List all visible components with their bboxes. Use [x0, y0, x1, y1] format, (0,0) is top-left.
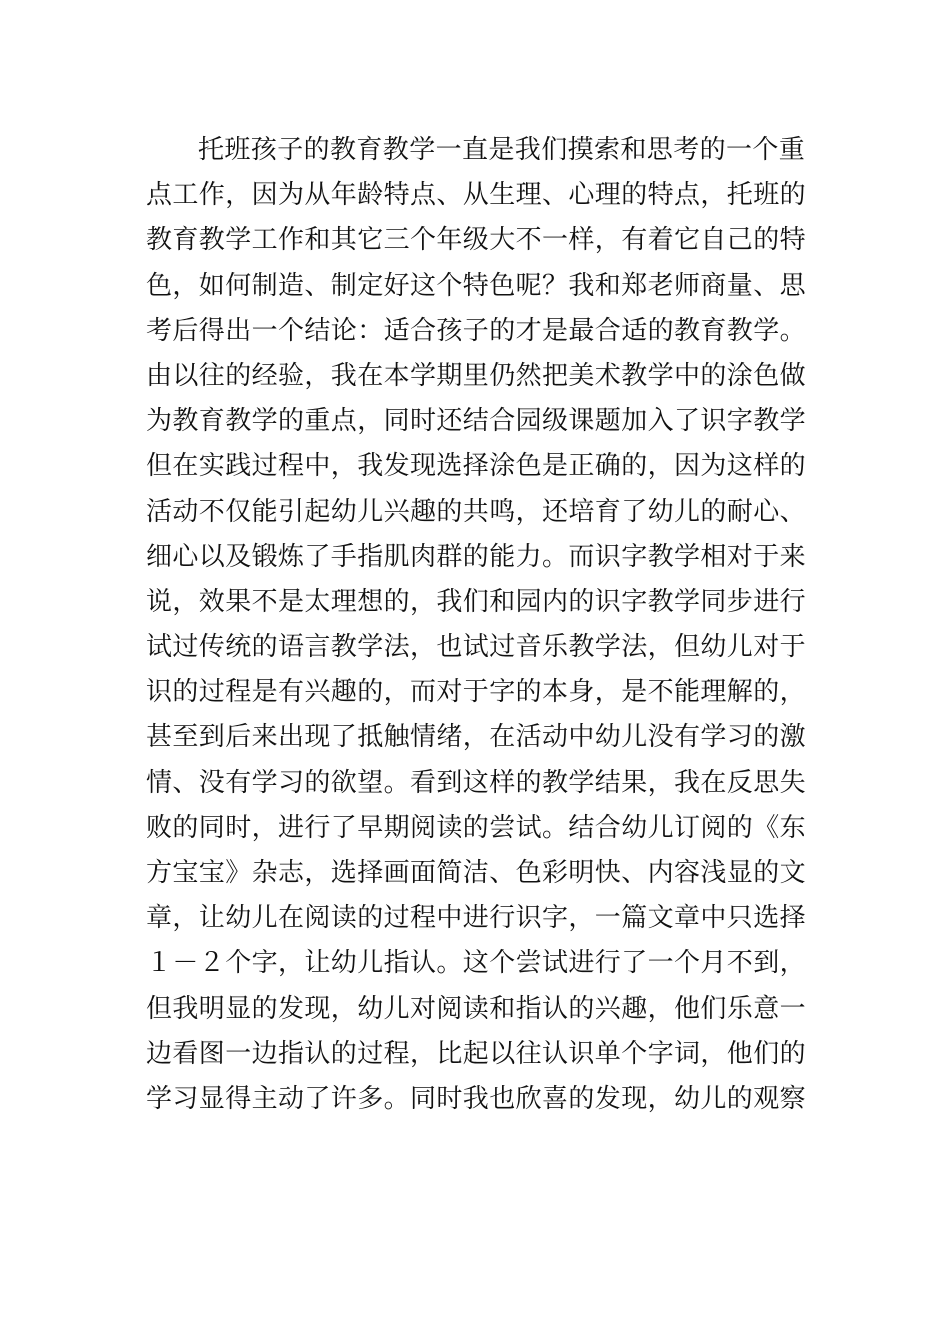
text-line: 为教育教学的重点，同时还结合园级课题加入了识字教学: [146, 406, 807, 437]
text-line: 点工作，因为从年龄特点、从生理、心理的特点，托班的: [146, 180, 807, 211]
text-line: 细心以及锻炼了手指肌肉群的能力。而识字教学相对于来: [146, 541, 807, 572]
text-line: 章，让幼儿在阅读的过程中进行识字，一篇文章中只选择: [146, 903, 807, 934]
text-line: 托班孩子的教育教学一直是我们摸索和思考的一个重: [198, 135, 806, 165]
text-line: 败的同时，进行了早期阅读的尝试。结合幼儿订阅的《东: [146, 812, 807, 843]
text-line: 但在实践过程中，我发现选择涂色是正确的，因为这样的: [146, 451, 807, 482]
text-line: 但我明显的发现，幼儿对阅读和指认的兴趣，他们乐意一: [146, 993, 807, 1024]
text-line: 色，如何制造、制定好这个特色呢？我和郑老师商量、思: [146, 270, 807, 301]
text-line: １－２个字，让幼儿指认。这个尝试进行了一个月不到，: [146, 948, 807, 979]
body-paragraph: [146, 128, 816, 1122]
text-line: 甚至到后来出现了抵触情绪，在活动中幼儿没有学习的激: [146, 722, 807, 753]
text-line: 识的过程是有兴趣的，而对于字的本身，是不能理解的，: [146, 677, 807, 708]
text-line: 教育教学工作和其它三个年级大不一样，有着它自己的特: [146, 225, 807, 256]
text-line: 考后得出一个结论：适合孩子的才是最合适的教育教学。: [146, 315, 807, 346]
text-line: 由以往的经验，我在本学期里仍然把美术教学中的涂色做: [146, 360, 807, 391]
text-line: 情、没有学习的欲望。看到这样的教学结果，我在反思失: [146, 767, 807, 798]
text-line: 学习显得主动了许多。同时我也欣喜的发现，幼儿的观察: [146, 1083, 807, 1114]
text-line: 方宝宝》杂志，选择画面简洁、色彩明快、内容浅显的文: [146, 858, 807, 888]
text-line: 试过传统的语言教学法，也试过音乐教学法，但幼儿对于: [146, 632, 807, 663]
text-line: 边看图一边指认的过程，比起以往认识单个字词，他们的: [146, 1038, 807, 1069]
text-line: 活动不仅能引起幼儿兴趣的共鸣，还培育了幼儿的耐心、: [146, 496, 807, 527]
text-line: 说，效果不是太理想的，我们和园内的识字教学同步进行: [146, 586, 807, 617]
